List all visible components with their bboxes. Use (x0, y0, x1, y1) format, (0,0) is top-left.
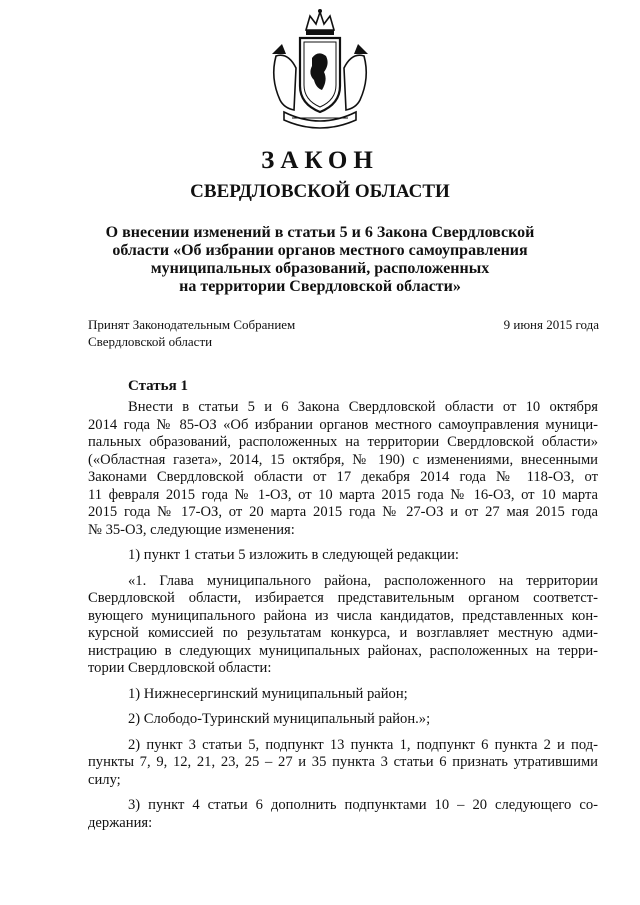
title-line: муниципальных образований, расположенных (150, 260, 490, 277)
text-line: 11 февраля 2015 года № 1-ОЗ, от 10 марта 2015 года № 16-ОЗ, от 10 марта (88, 486, 598, 503)
list-item: 1) пункт 1 статьи 5 изложить в следующей редакции: (128, 547, 459, 563)
adoption-note (88, 316, 295, 350)
text-line: держания: (88, 814, 153, 831)
title-line: на территории Свердловской области» (179, 278, 461, 295)
text-line: 2014 года № 85-ОЗ «Об избрании органов местного самоуправления муници- (88, 416, 598, 433)
law-heading: ЗАКОН (261, 147, 379, 174)
adopted-by-line: Свердловской области (88, 334, 213, 349)
text-line: пальных образований, расположенных на территории Свердловской области» (88, 434, 598, 450)
title-line: О внесении изменений в статьи 5 и 6 Закона Свердловской (105, 224, 535, 241)
article-heading: Статья 1 (128, 378, 188, 394)
adoption-date: 9 июня 2015 года (503, 317, 599, 332)
coat-of-arms-icon (262, 8, 378, 133)
text-line: нистрацию в следующих муниципальных районах, расположенных на терри- (88, 642, 598, 659)
text-line: пункты 7, 9, 12, 21, 23, 25 – 27 и 35 пункта 3 статьи 6 признать утратившими (88, 754, 598, 770)
article-body (88, 399, 598, 832)
text-line: Свердловской области, избирается представительным органом соответст- (88, 590, 598, 606)
text-line: вующего муниципального района из числа кандидатов, представленных кон- (88, 607, 598, 624)
text-line: тории Свердловской области: (88, 660, 272, 676)
text-line: Законами Свердловской области от 17 декабря 2014 года № 118-ОЗ, от (88, 469, 598, 485)
text-line: 2015 года № 17-ОЗ, от 20 марта 2015 года № 27-ОЗ и от 27 мая 2015 года (88, 504, 598, 520)
law-title (80, 224, 560, 296)
text-line: № 35-ОЗ, следующие изменения: (88, 521, 295, 538)
text-line: 3) пункт 4 статьи 6 дополнить подпунктами 10 – 20 следующего со- (128, 797, 598, 813)
list-item: 2) Слободо-Туринский муниципальный район.»; (128, 711, 431, 727)
text-line: силу; (88, 771, 121, 788)
title-line: области «Об избрании органов местного самоуправления (112, 242, 528, 259)
text-line: («Областная газета», 2014, 15 октября, № 190) с изменениями, внесенными (88, 451, 598, 468)
text-line: курсной комиссией по результатам конкурса, и возглавляет местную адми- (88, 625, 598, 641)
adopted-by-line: Принят Законодательным Собранием (88, 317, 296, 332)
region-heading: СВЕРДЛОВСКОЙ ОБЛАСТИ (190, 181, 450, 202)
text-line: 2) пункт 3 статьи 5, подпункт 13 пункта 1, подпункт 6 пункта 2 и под- (128, 736, 598, 753)
list-item: 1) Нижнесергинский муниципальный район; (128, 685, 408, 702)
text-line: Внести в статьи 5 и 6 Закона Свердловской области от 10 октября (128, 399, 598, 415)
text-line: «1. Глава муниципального района, расположенного на территории (128, 572, 598, 589)
